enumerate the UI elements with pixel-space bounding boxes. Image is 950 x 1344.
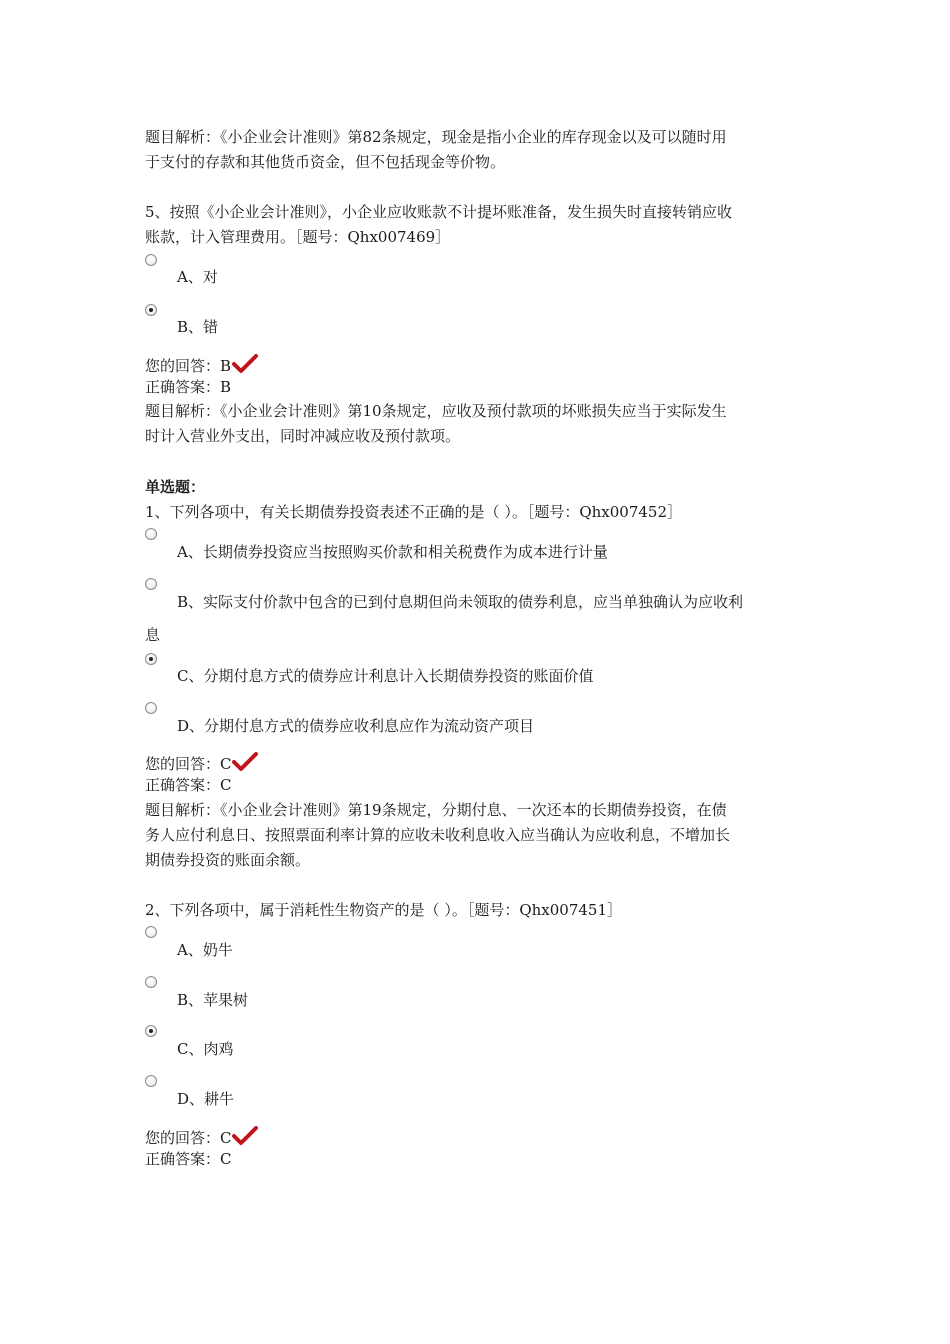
- sc1-option-a-radio[interactable]: [145, 528, 157, 540]
- sc1-analysis-line2: 务人应付利息日、按照票面利率计算的应收未收利息收入应当确认为应收利息，不增加长: [145, 826, 731, 844]
- q5-correct-answer: 正确答案：B: [145, 378, 232, 396]
- sc2-your-answer-text: 您的回答：C: [145, 1129, 232, 1147]
- sc1-question: 1、下列各项中，有关长期债券投资表述不正确的是（ ）。［题号：Qhx007452］: [145, 503, 682, 521]
- sc2-option-a-radio[interactable]: [145, 926, 157, 938]
- q5-option-b-label: B、错: [177, 318, 219, 336]
- sc1-option-d-radio[interactable]: [145, 702, 157, 714]
- q5-option-a-label: A、对: [177, 268, 218, 286]
- sc2-correct-answer: 正确答案：C: [145, 1150, 232, 1168]
- sc1-correct-answer: 正确答案：C: [145, 776, 232, 794]
- prev-analysis-line2: 于支付的存款和其他货币资金，但不包括现金等价物。: [145, 153, 506, 171]
- sc1-option-b-label: B、实际支付价款中包含的已到付息期但尚未领取的债券利息，应当单独确认为应收利: [177, 593, 744, 611]
- sc2-option-c-radio[interactable]: [145, 1025, 157, 1037]
- sc2-question: 2、下列各项中，属于消耗性生物资产的是（ ）。［题号：Qhx007451］: [145, 901, 622, 919]
- sc1-option-c-label: C、分期付息方式的债券应计利息计入长期债券投资的账面价值: [177, 667, 594, 685]
- q5-question-line2: 账款，计入管理费用。［题号：Qhx007469］: [145, 228, 451, 246]
- q5-option-b-radio[interactable]: [145, 304, 157, 316]
- prev-analysis-line1: 题目解析：《小企业会计准则》第82条规定，现金是指小企业的库存现金以及可以随时用: [145, 128, 727, 146]
- q5-your-answer-text: 您的回答：B: [145, 357, 232, 375]
- sc2-option-b-radio[interactable]: [145, 976, 157, 988]
- sc2-option-d-label: D、耕牛: [177, 1090, 235, 1108]
- sc2-option-d-radio[interactable]: [145, 1075, 157, 1087]
- sc1-option-c-radio[interactable]: [145, 653, 157, 665]
- sc1-your-answer-text: 您的回答：C: [145, 755, 232, 773]
- red-checkmark-icon: [232, 1126, 258, 1146]
- sc2-option-c-label: C、肉鸡: [177, 1040, 234, 1058]
- sc2-option-b-label: B、苹果树: [177, 991, 249, 1009]
- sc1-option-b-radio[interactable]: [145, 578, 157, 590]
- sc1-analysis-line3: 期债券投资的账面余额。: [145, 851, 311, 869]
- sc2-your-answer: [145, 1126, 815, 1147]
- red-checkmark-icon: [232, 752, 258, 772]
- sc1-your-answer: [145, 752, 815, 773]
- q5-option-a-radio[interactable]: [145, 254, 157, 266]
- sc1-option-a-label: A、长期债券投资应当按照购买价款和相关税费作为成本进行计量: [177, 543, 608, 561]
- sc2-option-a-label: A、奶牛: [177, 941, 233, 959]
- q5-analysis-line2: 时计入营业外支出，同时冲减应收及预付款项。: [145, 427, 461, 445]
- red-checkmark-icon: [232, 354, 258, 374]
- sc1-option-b-wrap: 息: [145, 626, 161, 644]
- section-title-single-choice: 单选题：: [145, 478, 206, 496]
- q5-question-line1: 5、按照《小企业会计准则》，小企业应收账款不计提坏账准备，发生损失时直接转销应收: [145, 203, 733, 221]
- q5-your-answer: [145, 354, 815, 375]
- q5-analysis-line1: 题目解析：《小企业会计准则》第10条规定，应收及预付款项的坏账损失应当于实际发生: [145, 402, 727, 420]
- sc1-analysis-line1: 题目解析：《小企业会计准则》第19条规定，分期付息、一次还本的长期债券投资，在债: [145, 801, 727, 819]
- sc1-option-d-label: D、分期付息方式的债券应收利息应作为流动资产项目: [177, 717, 535, 735]
